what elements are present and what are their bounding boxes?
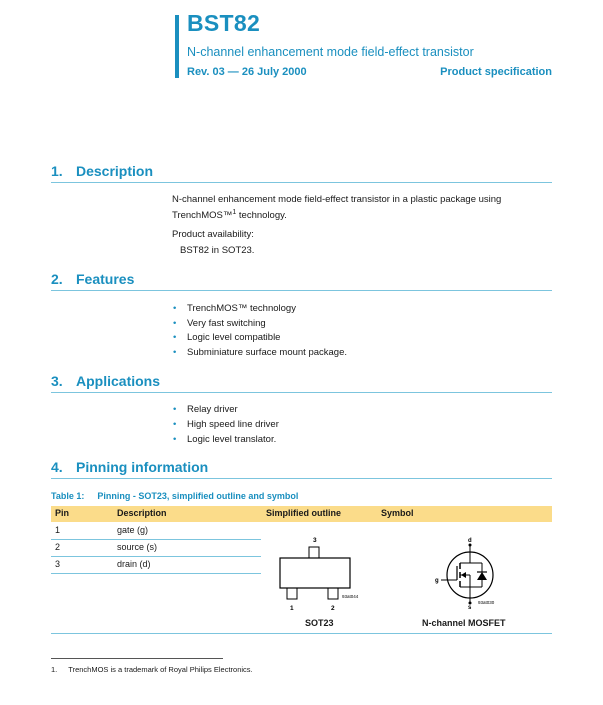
table-bottom-rule — [51, 633, 552, 634]
table-header-pin: Pin — [55, 508, 70, 518]
symbol-arrow — [461, 572, 466, 578]
section-title-description: Description — [76, 163, 154, 179]
footnote-rule — [51, 658, 223, 659]
feature-item: • TrenchMOS™ technology — [173, 303, 296, 314]
description-line-2: TrenchMOS™$^1$ technology. — [172, 209, 287, 222]
table-row-rule — [51, 556, 261, 557]
table-header-outline: Simplified outline — [266, 508, 342, 518]
section-number-applications: 3. — [51, 373, 63, 389]
outline-lead-2 — [328, 588, 338, 599]
outline-lead-3 — [309, 547, 319, 558]
feature-item: • Subminiature surface mount package. — [173, 347, 348, 358]
table-caption: Table 1: Pinning - SOT23, simplified outline and symbol — [51, 491, 299, 501]
footnote: 1. TrenchMOS is a trademark of Royal Philips Electronics. — [51, 665, 253, 674]
mosfet-symbol — [430, 533, 510, 613]
symbol-caption: N-channel MOSFET — [422, 618, 506, 628]
table-row-rule — [51, 539, 261, 540]
table-cell-description: gate (g) — [117, 525, 149, 535]
section-title-applications: Applications — [76, 373, 161, 389]
table-cell-pin: 1 — [55, 525, 61, 535]
availability-label: Product availability: — [172, 229, 254, 240]
feature-item: • Very fast switching — [173, 318, 266, 329]
section-number-features: 2. — [51, 271, 63, 287]
table-cell-description: source (s) — [117, 542, 158, 552]
table-cell-pin: 2 — [55, 542, 61, 552]
outline-lead-1 — [287, 588, 297, 599]
outline-body — [280, 558, 350, 588]
table-header-description: Description — [117, 508, 167, 518]
symbol-drain-dot — [469, 544, 472, 547]
section-title-pinning: Pinning information — [76, 459, 209, 475]
sot23-outline-drawing — [270, 530, 370, 615]
application-item: • Relay driver — [173, 404, 238, 415]
application-item: • Logic level translator. — [173, 434, 277, 445]
table-row-rule — [51, 573, 261, 574]
outline-caption: SOT23 — [305, 618, 334, 628]
symbol-drain-label: d — [468, 538, 472, 544]
application-item: • High speed line driver — [173, 419, 279, 430]
document-title: BST82 — [187, 10, 261, 36]
outline-code: 93at044 — [342, 594, 359, 599]
section-number-description: 1. — [51, 163, 63, 179]
document-type: Product specification — [440, 66, 552, 78]
outline-pin-1-label: 1 — [290, 605, 294, 612]
feature-item: • Logic level compatible — [173, 332, 281, 343]
symbol-code: 93at030 — [478, 600, 495, 605]
symbol-source-label: s — [468, 605, 472, 611]
section-rule — [51, 478, 552, 479]
table-header-symbol: Symbol — [381, 508, 414, 518]
table-cell-description: drain (d) — [117, 559, 151, 569]
availability-value: BST82 in SOT23. — [180, 245, 255, 256]
section-rule — [51, 290, 552, 291]
header-accent-bar — [175, 15, 179, 78]
section-rule — [51, 392, 552, 393]
section-rule — [51, 182, 552, 183]
description-line-1: N-channel enhancement mode field-effect transistor in a plastic package using — [172, 194, 502, 205]
symbol-diode-triangle — [477, 572, 487, 580]
symbol-source-dot — [469, 602, 472, 605]
section-number-pinning: 4. — [51, 459, 63, 475]
revision-date: Rev. 03 — 26 July 2000 — [187, 66, 307, 78]
section-title-features: Features — [76, 271, 135, 287]
symbol-gate-label: g — [435, 578, 439, 584]
document-subtitle: N-channel enhancement mode field-effect transistor — [187, 45, 474, 59]
table-cell-pin: 3 — [55, 559, 61, 569]
footnote-ref: 1 — [232, 209, 237, 216]
outline-pin-3-label: 3 — [313, 537, 317, 544]
outline-pin-2-label: 2 — [331, 605, 335, 612]
